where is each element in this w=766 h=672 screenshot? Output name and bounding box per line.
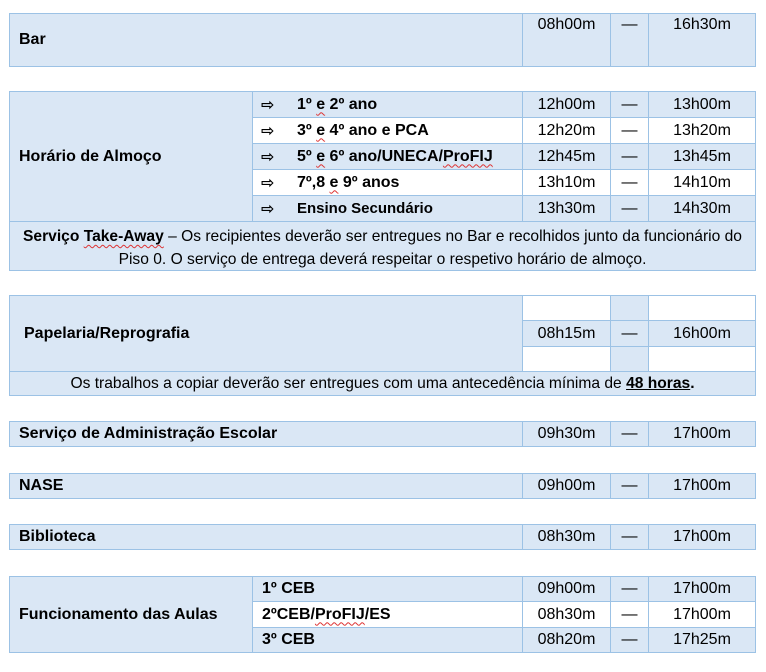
- aulas-end-1: 17h00m: [649, 577, 756, 602]
- admin-end-time: 17h00m: [649, 422, 756, 447]
- lunch-group-4: [253, 170, 523, 196]
- biblioteca-start-time: 08h30m: [523, 525, 611, 550]
- arrow-right-icon: ⇨: [261, 148, 275, 166]
- arrow-right-icon: ⇨: [261, 122, 275, 140]
- lunch-end-1: 13h00m: [649, 92, 756, 118]
- aulas-dash-2: —: [611, 602, 649, 628]
- lunch-group-label: 1º e 2º ano: [297, 95, 378, 113]
- lunch-group-label: 5º e 6º ano/UNECA/ProFIJ: [297, 147, 493, 165]
- nase-end-time: 17h00m: [649, 474, 756, 499]
- lunch-label: Horário de Almoço: [10, 92, 253, 222]
- biblioteca-end-time: 17h00m: [649, 525, 756, 550]
- aulas-end-3: 17h25m: [649, 628, 756, 653]
- admin-label: Serviço de Administração Escolar: [10, 422, 523, 447]
- arrow-right-icon: ⇨: [261, 96, 275, 114]
- lunch-end-5: 14h30m: [649, 196, 756, 222]
- bar-label: Bar: [10, 14, 523, 67]
- lunch-dash-5: —: [611, 196, 649, 222]
- takeaway-note: Serviço Take-Away – Os recipientes deverão ser entregues no Bar e recolhidos junto da funcionário do Piso 0. O serviço de entrega deverá respeitar o respetivo horário de almoço.: [10, 222, 756, 271]
- lunch-group-label: 7º,8 e 9º anos: [297, 173, 400, 191]
- lunch-end-4: 14h10m: [649, 170, 756, 196]
- arrow-right-icon: ⇨: [261, 200, 275, 218]
- aulas-dash-3: —: [611, 628, 649, 653]
- papelaria-empty-bottom-dash: [611, 347, 649, 372]
- aulas-label: Funcionamento das Aulas: [10, 577, 253, 653]
- lunch-group-1: [253, 92, 523, 118]
- admin-start-time: 09h30m: [523, 422, 611, 447]
- aulas-start-3: 08h20m: [523, 628, 611, 653]
- papelaria-empty-bottom-end: [649, 347, 756, 372]
- admin-dash: —: [611, 422, 649, 447]
- lunch-end-3: 13h45m: [649, 144, 756, 170]
- lunch-dash-4: —: [611, 170, 649, 196]
- aulas-table: [9, 576, 756, 653]
- biblioteca-label: Biblioteca: [10, 525, 523, 550]
- lunch-group-label: Ensino Secundário: [297, 200, 433, 217]
- lunch-start-5: 13h30m: [523, 196, 611, 222]
- aulas-dash-1: —: [611, 577, 649, 602]
- aulas-level-1: 1º CEB: [253, 577, 523, 602]
- lunch-start-1: 12h00m: [523, 92, 611, 118]
- papelaria-dash: —: [611, 321, 649, 347]
- arrow-right-icon: ⇨: [261, 174, 275, 192]
- bar-end-time: 16h30m: [649, 14, 756, 67]
- lunch-start-2: 12h20m: [523, 118, 611, 144]
- lunch-start-4: 13h10m: [523, 170, 611, 196]
- nase-label: NASE: [10, 474, 523, 499]
- papelaria-note: Os trabalhos a copiar deverão ser entregues com uma antecedência mínima de 48 horas.: [10, 372, 756, 396]
- biblioteca-table: [9, 524, 756, 550]
- lunch-start-3: 12h45m: [523, 144, 611, 170]
- aulas-level-2: 2ºCEB/ ProFIJ /ES: [253, 602, 523, 628]
- lunch-dash-3: —: [611, 144, 649, 170]
- bar-dash: —: [611, 14, 649, 67]
- aulas-start-1: 09h00m: [523, 577, 611, 602]
- lunch-group-5: [253, 196, 523, 222]
- nase-table: [9, 473, 756, 499]
- aulas-end-2: 17h00m: [649, 602, 756, 628]
- papelaria-empty-top-end: [649, 296, 756, 321]
- lunch-group-2: [253, 118, 523, 144]
- admin-table: [9, 421, 756, 447]
- aulas-start-2: 08h30m: [523, 602, 611, 628]
- lunch-group-label: 3º e 4º ano e PCA: [297, 121, 429, 139]
- papelaria-empty-bottom: [523, 347, 611, 372]
- lunch-end-2: 13h20m: [649, 118, 756, 144]
- papelaria-empty-top-dash: [611, 296, 649, 321]
- bar-start-time: 08h00m: [523, 14, 611, 67]
- papelaria-end-time: 16h00m: [649, 321, 756, 347]
- biblioteca-dash: —: [611, 525, 649, 550]
- bar-table: [9, 13, 756, 67]
- lunch-group-3: [253, 144, 523, 170]
- papelaria-empty-top: [523, 296, 611, 321]
- lunch-table: [9, 91, 756, 271]
- lunch-dash-2: —: [611, 118, 649, 144]
- papelaria-start-time: 08h15m: [523, 321, 611, 347]
- papelaria-table: [9, 295, 756, 396]
- papelaria-label: Papelaria/Reprografia: [10, 296, 523, 372]
- lunch-dash-1: —: [611, 92, 649, 118]
- nase-dash: —: [611, 474, 649, 499]
- nase-start-time: 09h00m: [523, 474, 611, 499]
- aulas-level-3: 3º CEB: [253, 628, 523, 653]
